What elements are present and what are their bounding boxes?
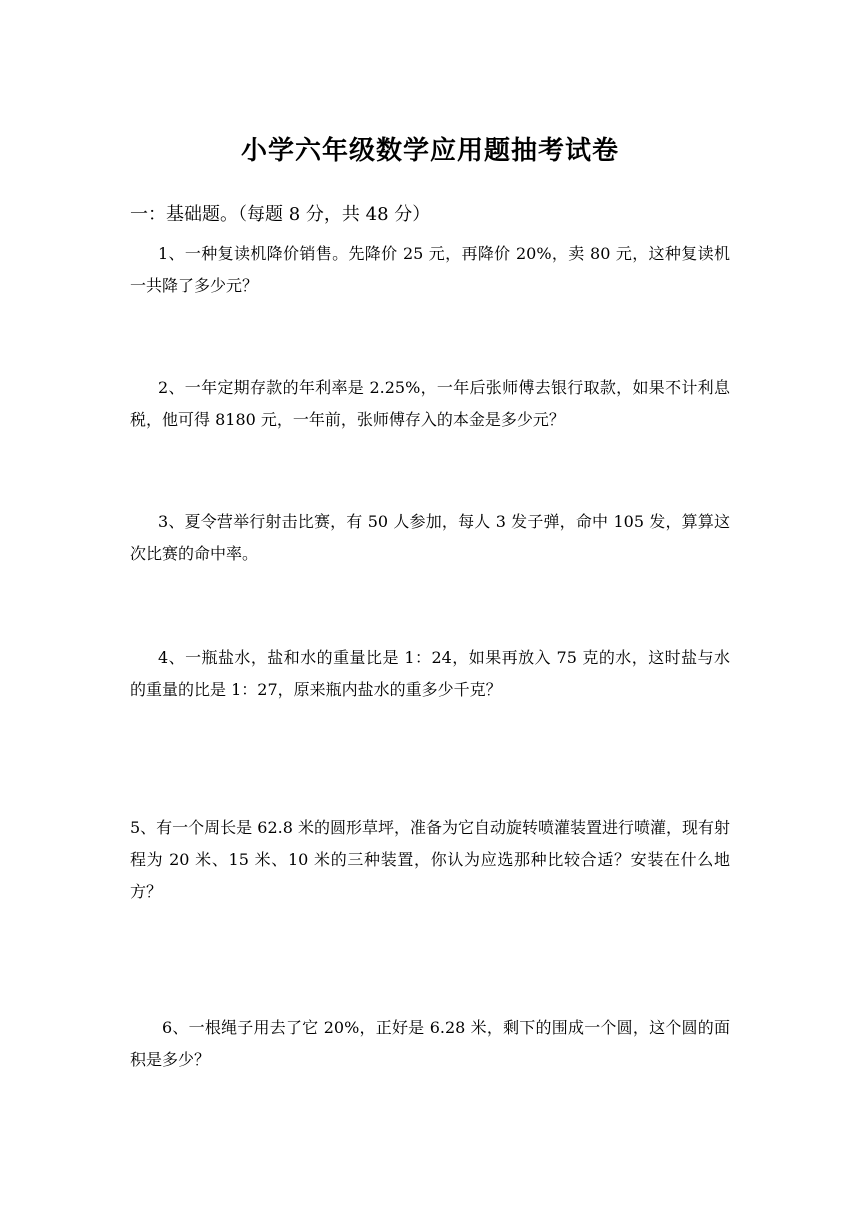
section-heading: 一：基础题。（每题 8 分，共 48 分） (130, 204, 431, 225)
question-3: 3、夏令营举行射击比赛，有 50 人参加，每人 3 发子弹，命中 105 发，算算这次比赛的命中率。 (130, 512, 730, 563)
question-5: 5、有一个周长是 62.8 米的圆形草坪，准备为它自动旋转喷灌装置进行喷灌，现有射程为 20 米、15 米、10 米的三种装置，你认为应选那种比较合适？安装在什么地方？ (130, 818, 730, 901)
page-title: 小学六年级数学应用题抽考试卷 (240, 136, 619, 166)
question-4: 4、一瓶盐水，盐和水的重量比是 1：24，如果再放入 75 克的水，这时盐与水的重量的比是 1：27，原来瓶内盐水的重多少千克？ (130, 648, 730, 699)
question-2: 2、一年定期存款的年利率是 2.25%，一年后张师傅去银行取款，如果不计利息税，他可得 8180 元，一年前，张师傅存入的本金是多少元？ (130, 378, 730, 429)
question-6: 6、一根绳子用去了它 20%，正好是 6.28 米，剩下的围成一个圆，这个圆的面积是多少？ (130, 1018, 730, 1069)
question-1: 1、一种复读机降价销售。先降价 25 元，再降价 20%，卖 80 元，这种复读机一共降了多少元？ (130, 244, 730, 295)
